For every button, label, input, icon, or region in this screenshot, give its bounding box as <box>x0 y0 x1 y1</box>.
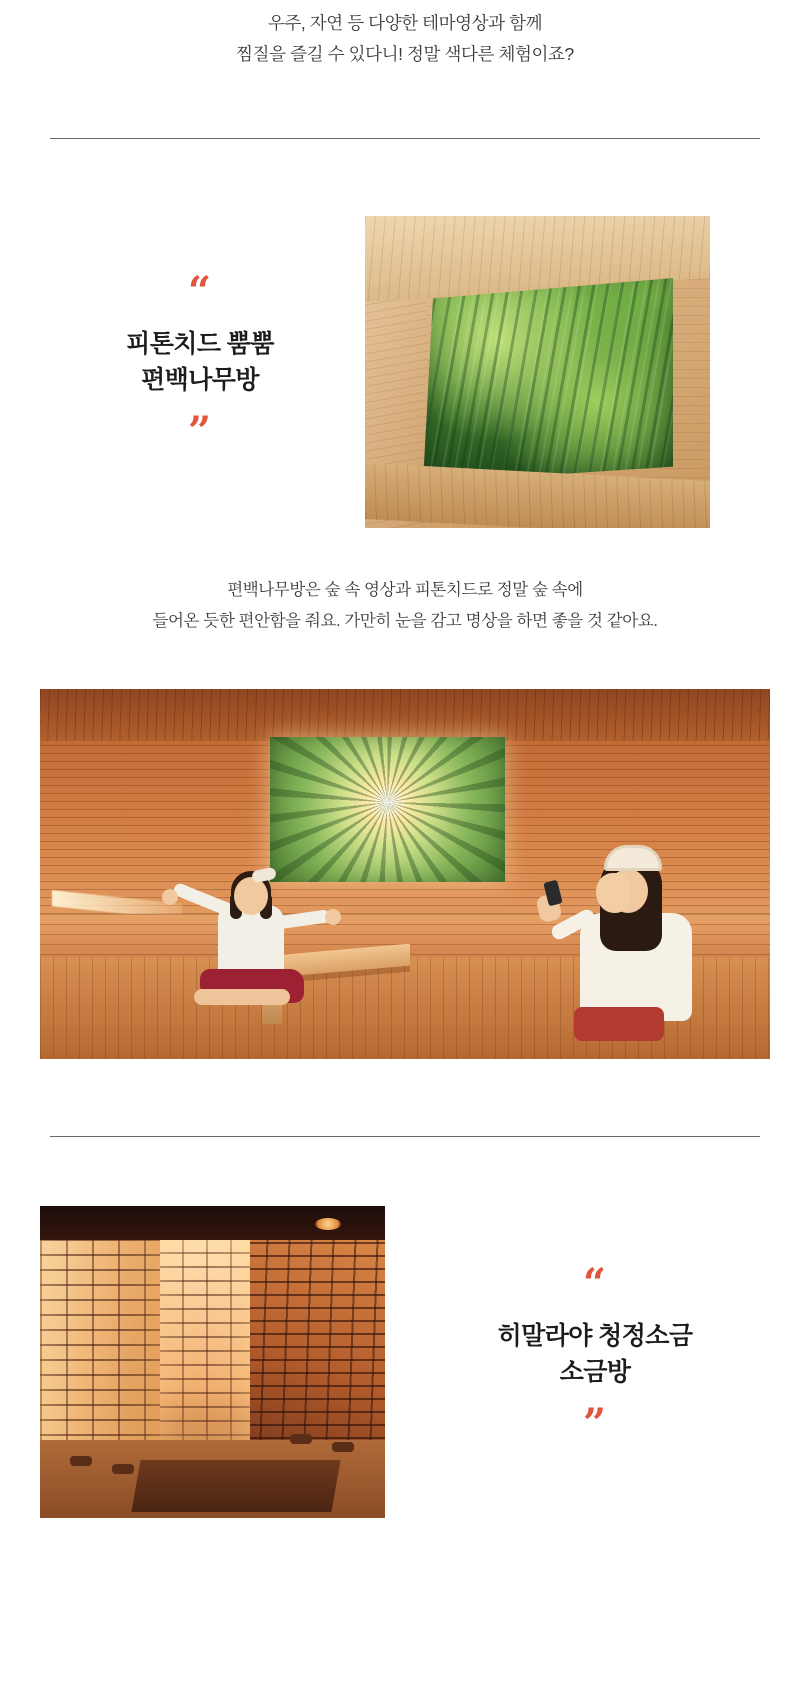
hinoki-title <box>50 326 350 398</box>
salt-pillow <box>332 1442 354 1452</box>
person-head <box>234 877 268 915</box>
forest-video-screen <box>423 278 673 483</box>
divider-middle <box>50 1136 760 1137</box>
ceiling-lamp-icon <box>315 1218 341 1230</box>
sauna-ceiling <box>40 689 770 741</box>
quote-close-icon: ” <box>582 1400 607 1447</box>
salt-wall-left <box>40 1216 160 1466</box>
person-sitting <box>190 849 330 1029</box>
hinoki-title-line-1: 피톤치드 뿜뿜 <box>126 330 274 358</box>
hinoki-caption <box>0 575 810 637</box>
salt-pillow <box>112 1464 134 1474</box>
salt-pillow <box>290 1434 312 1444</box>
salt-floor-pit <box>131 1460 340 1512</box>
intro-text <box>0 8 810 70</box>
quote-open-icon: “ <box>582 1260 607 1307</box>
person2-headband <box>604 845 662 871</box>
person-with-phone <box>548 821 738 1051</box>
intro-line-2: 찜질을 즐길 수 있다니! 정말 색다른 체험이죠? <box>236 44 574 64</box>
hinoki-quote-block <box>50 268 350 455</box>
hinoki-title-line-2: 편백나무방 <box>141 366 259 394</box>
salt-title <box>420 1318 770 1390</box>
salt-wall-middle <box>158 1240 250 1450</box>
person-left-hand <box>162 889 178 905</box>
quote-close-icon: ” <box>187 408 212 455</box>
person2-face <box>596 873 630 913</box>
person-right-hand <box>325 909 341 925</box>
quote-open-icon: “ <box>187 268 212 315</box>
person-legs <box>194 989 290 1005</box>
person2-skirt <box>574 1007 664 1041</box>
hinoki-room-photo <box>365 216 710 528</box>
salt-pillow <box>70 1456 92 1466</box>
person-headband <box>251 867 277 884</box>
salt-quote-block <box>420 1260 770 1447</box>
salt-wall-right <box>245 1224 385 1452</box>
divider-top <box>50 138 760 139</box>
hinoki-sauna-wide-photo <box>40 689 770 1059</box>
person-torso <box>218 905 284 977</box>
hinoki-caption-line-1: 편백나무방은 숲 속 영상과 피톤치드로 정말 숲 속에 <box>227 581 583 599</box>
intro-line-1: 우주, 자연 등 다양한 테마영상과 함께 <box>267 13 543 33</box>
salt-room-photo <box>40 1206 385 1518</box>
salt-title-line-1: 히말라야 청정소금 <box>497 1322 693 1350</box>
hinoki-caption-line-2: 들어온 듯한 편안함을 줘요. 가만히 눈을 감고 명상을 하면 좋을 것 같아요. <box>152 612 658 630</box>
salt-title-line-2: 소금방 <box>559 1358 631 1386</box>
